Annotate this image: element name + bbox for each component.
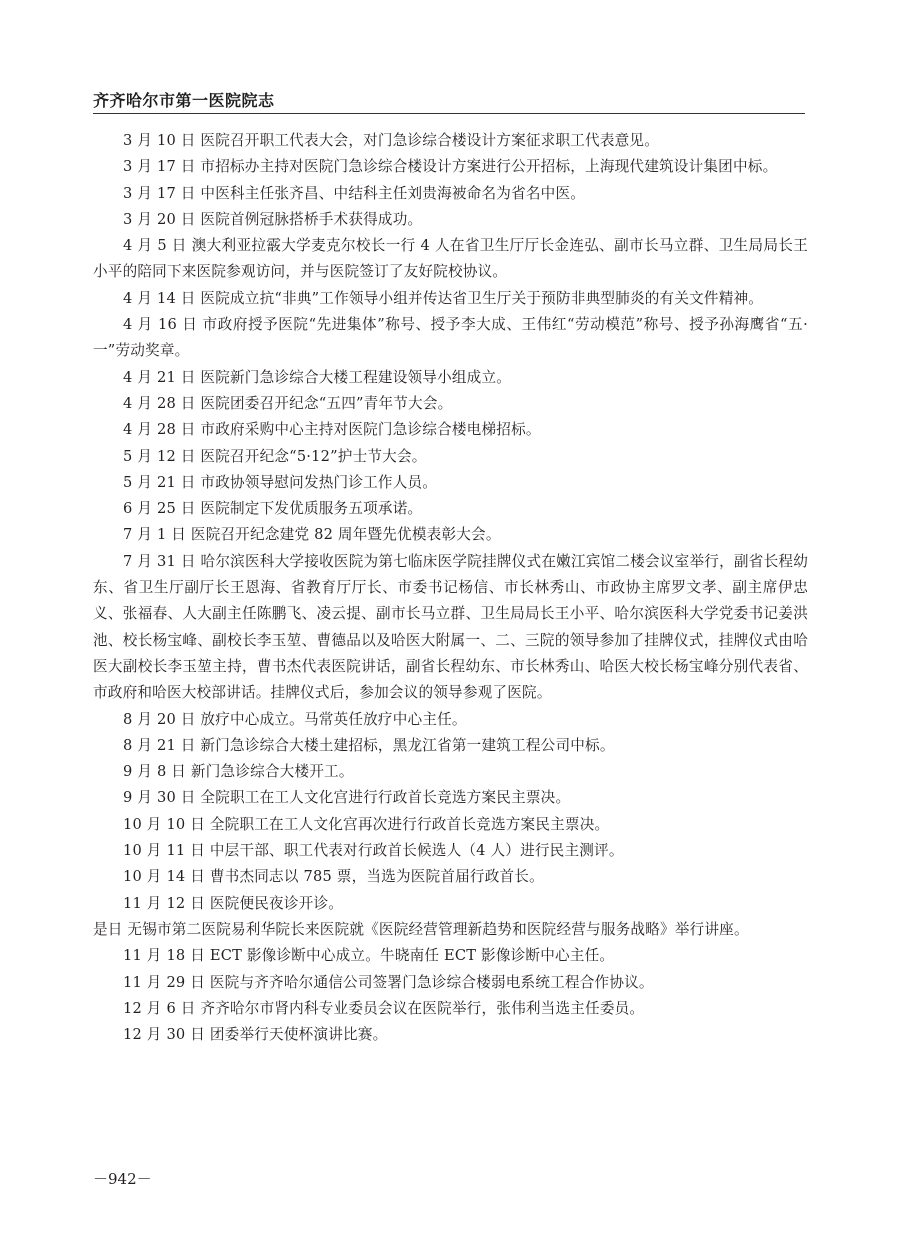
chronicle-entry: 9 月 8 日 新门急诊综合大楼开工。 bbox=[123, 763, 354, 781]
chronicle-entry: 5 月 21 日 市政协领导慰问发热门诊工作人员。 bbox=[123, 473, 438, 491]
chronicle-entry: 4 月 21 日 医院新门急诊综合大楼工程建设领导小组成立。 bbox=[123, 368, 512, 386]
chronicle-entry: 4 月 5 日 澳大利亚拉霰大学麦克尔校长一行 4 人在省卫生厅厅长金连弘、副市长马立群、卫生局局长王小平的陪同下来医院参观访问，并与医院签订了友好院校协议。 bbox=[93, 237, 808, 281]
book-title: 齐齐哈尔市第一医院院志 bbox=[93, 91, 275, 110]
chronicle-entry: 4 月 28 日 市政府采购中心主持对医院门急诊综合楼电梯招标。 bbox=[123, 421, 541, 439]
chronicle-entry: 3 月 17 日 市招标办主持对医院门急诊综合楼设计方案进行公开招标，上海现代建筑设计集团中标。 bbox=[123, 158, 778, 176]
chronicle-entry: 11 月 18 日 ECT 影像诊断中心成立。牛晓南任 ECT 影像诊断中心主任。 bbox=[123, 947, 615, 965]
chronicle-entry: 4 月 28 日 医院团委召开纪念“五四”青年节大会。 bbox=[123, 394, 453, 412]
chronicle-entry: 7 月 1 日 医院召开纪念建党 82 周年暨先优模表彰大会。 bbox=[123, 526, 501, 544]
chronicle-entry: 10 月 14 日 曹书杰同志以 785 票，当选为医院首届行政首长。 bbox=[123, 868, 544, 886]
chronicle-entry: 6 月 25 日 医院制定下发优质服务五项承诺。 bbox=[123, 500, 423, 518]
running-header bbox=[93, 88, 805, 111]
header-rule bbox=[93, 113, 805, 114]
chronicle-entry: 11 月 12 日 医院便民夜诊开诊。 bbox=[123, 894, 344, 912]
chronicle-entry: 是日 无锡市第二医院易利华院长来医院就《医院经营管理新趋势和医院经营与服务战略》举行讲座。 bbox=[93, 920, 749, 938]
chronicle-entry: 3 月 10 日 医院召开职工代表大会，对门急诊综合楼设计方案征求职工代表意见。 bbox=[123, 132, 660, 149]
chronicle-entry: 12 月 30 日 团委举行天使杯演讲比赛。 bbox=[123, 1026, 388, 1044]
chronicle-entry: 10 月 11 日 中层干部、职工代表对行政首长候选人（4 人）进行民主测评。 bbox=[123, 842, 624, 860]
chronicle-entry: 3 月 17 日 中医科主任张齐昌、中结科主任刘贵海被命名为省名中医。 bbox=[123, 184, 586, 202]
chronicle-entry: 12 月 6 日 齐齐哈尔市肾内科专业委员会议在医院举行，张伟利当选主任委员。 bbox=[123, 999, 645, 1017]
chronicle-entry: 9 月 30 日 全院职工在工人文化宫进行行政首长竞选方案民主票决。 bbox=[123, 789, 571, 807]
chronicle-entry: 4 月 16 日 市政府授予医院“先进集体”称号、授予李大成、王伟红“劳动模范”称号、授予孙海鹰省“五·一”劳动奖章。 bbox=[93, 316, 808, 360]
chronicle-entry: 7 月 31 日 哈尔滨医科大学接收医院为第七临床医学院挂牌仪式在嫩江宾馆二楼会议室举行，副省长程幼东、省卫生厅副厅长王恩海、省教育厅厅长、市委书记杨信、市长林秀山、市政协主席罗文孝、副主席伊忠义、张福春、人大副主任陈鹏飞、凌云提、副市长马立群、卫生局局长王小平、哈尔滨医科大学党委书记姜洪池、校长杨宝峰、副校长李玉堃、曹德品以及哈医大附属一、二、三院的领导参加了挂牌仪式，挂牌仪式由哈医大副校长李玉堃主持，曹书杰代表医院讲话，副省长程幼东、市长林秀山、哈医大校长杨宝峰分别代表省、市政府和哈医大校部讲话。挂牌仪式后，参加会议的领导参观了医院。 bbox=[93, 552, 808, 702]
page-number: －942－ bbox=[93, 1170, 152, 1188]
chronicle-entry: 8 月 20 日 放疗中心成立。马常英任放疗中心主任。 bbox=[123, 710, 467, 728]
chronicle-entry: 4 月 14 日 医院成立抗“非典”工作领导小组并传达省卫生厅关于预防非典型肺炎的有关文件精神。 bbox=[123, 289, 764, 307]
chronicle-body bbox=[93, 128, 808, 1048]
chronicle-entry: 5 月 12 日 医院召开纪念“5·12”护士节大会。 bbox=[123, 447, 427, 465]
chronicle-entry: 3 月 20 日 医院首例冠脉搭桥手术获得成功。 bbox=[123, 210, 423, 228]
chronicle-entry: 10 月 10 日 全院职工在工人文化宫再次进行行政首长竞选方案民主票决。 bbox=[123, 815, 610, 833]
chronicle-entry: 8 月 21 日 新门急诊综合大楼土建招标，黑龙江省第一建筑工程公司中标。 bbox=[123, 736, 615, 754]
chronicle-entry: 11 月 29 日 医院与齐齐哈尔通信公司签署门急诊综合楼弱电系统工程合作协议。 bbox=[123, 973, 654, 991]
